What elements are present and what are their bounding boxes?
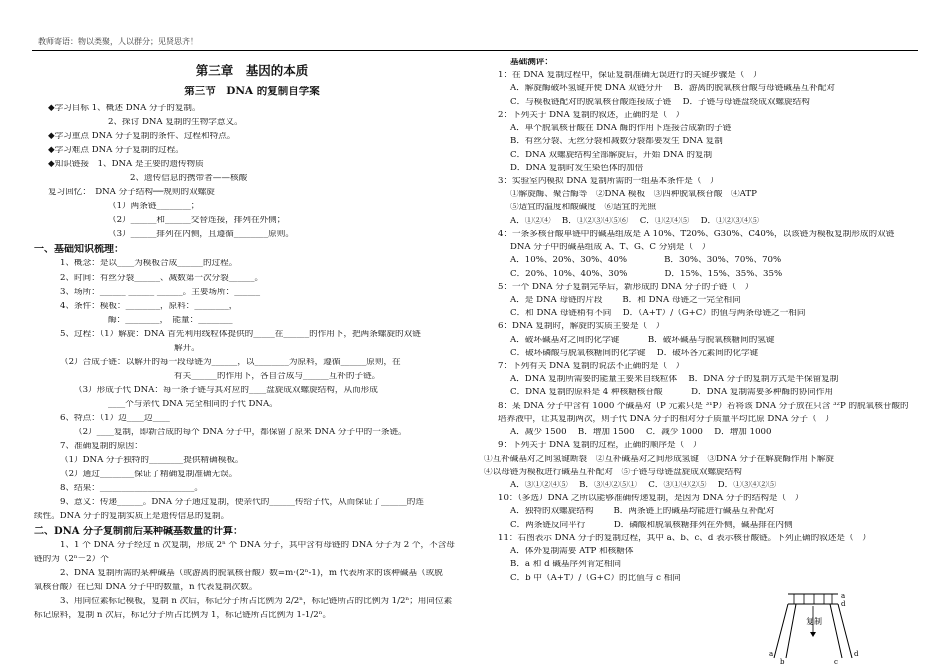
- right-line: 培养液中，让其复制两次，则子代 DNA 分子的相对分子质量平均比原 DNA 分子（ ）: [498, 414, 834, 424]
- left-line: ◆学习重点 DNA 分子复制的条件、过程和特点。: [48, 131, 236, 141]
- left-line: 2、遗传信息的携带者——核酸: [130, 173, 248, 183]
- diagram-label: 复制: [806, 617, 822, 626]
- left-line: （3）形成子代 DNA：每一条子链与其对应的____盘旋成双螺旋结构，从而形成: [74, 385, 378, 395]
- left-line: 7、准确复制的原因：: [60, 441, 143, 451]
- left-line: ◆知识链接 1、DNA 是主要的遗传物质: [48, 159, 204, 169]
- left-line: 5、过程：（1）解旋：DNA 首先利用线粒体提供的_____在______的作用下，把两条螺旋的双链: [60, 329, 421, 339]
- left-line: 1、1 个 DNA 分子经过 n 次复制，形成 2ⁿ 个 DNA 分子，其中含有母链的 DNA 分子为 2 个，不含母: [60, 541, 455, 551]
- left-line: 酶：________， 能量：________: [108, 315, 233, 325]
- left-line: 4、条件：模板：________，原料：________，: [60, 301, 238, 311]
- left-line: 标记原料，复制 n 次后，标记分子所占比例为 1，标记链所占比例为 1-1/2ⁿ。: [34, 611, 332, 621]
- left-line: 2、探讨 DNA 复制的生物学意义。: [108, 117, 243, 127]
- header-divider: [32, 50, 918, 51]
- left-line: 1、概念：是以____为模板合成______的过程。: [60, 259, 238, 269]
- right-line: C．与模板链配对的脱氧核苷酸连接成子链 D．子链与母链盘绕成双螺旋结构: [510, 97, 810, 107]
- right-line: C．DNA 复制的原料是 4 种核糖核苷酸 D．DNA 复制需要多种酶的协同作用: [510, 388, 834, 398]
- right-line: DNA 分子中的碱基组成 A、T、G、C 分别是（ ）: [510, 243, 711, 253]
- left-line: （2）合成子链：以解开的每一段母链为______，以________为原料，遵循______原则，在: [60, 357, 401, 367]
- right-line: 6：DNA 复制时，解旋的实质主要是（ ）: [498, 322, 665, 332]
- left-line: 第三章 基因的本质: [195, 64, 309, 78]
- left-line: （2）____复制，即新合成的每个 DNA 分子中，都保留了原来 DNA 分子中的一条链。: [74, 427, 407, 437]
- left-line: 续性。DNA 分子的复制实质上是遗传信息的复制。: [34, 511, 230, 521]
- right-line: A．解旋酶破坏氢键并使 DNA 双链分开 B．游离的脱氧核苷酸与母链碱基互补配对: [510, 84, 835, 94]
- right-line: A．10%、20%、30%、40% B．30%、30%、70%、70%: [510, 256, 782, 266]
- right-line: A．减少 1500 B．增加 1500 C．减少 1000 D．增加 1000: [510, 428, 772, 438]
- left-line: 3、场所：______ ______ ______。主要场所：______: [60, 287, 260, 297]
- left-line: 复习回忆： DNA 分子结构──规则的双螺旋: [48, 187, 215, 197]
- left-line: 链的为（2ⁿ－2）个: [34, 555, 109, 565]
- left-line: 氧核苷酸）在已知 DNA 分子中的数量，n 代表复制次数。: [34, 583, 258, 593]
- right-line: B．有丝分裂、无丝分裂和减数分裂都要发生 DNA 复制: [510, 137, 723, 147]
- right-line: 7：下列有关 DNA 复制的说法不正确的是（ ）: [498, 362, 685, 372]
- left-line: 8、结果：______________________。: [60, 483, 203, 493]
- right-line: ①解旋酶、聚合酶等 ②DNA 模板 ③四种脱氧核苷酸 ④ATP: [510, 190, 757, 200]
- right-line: 9：下列关于 DNA 复制的过程，正确的顺序是（ ）: [498, 441, 702, 451]
- right-line: A．体外复制需要 ATP 和核糖体: [510, 547, 634, 557]
- right-line: C．两条链反向平行 D．磷酸和脱氧核糖排列在外侧，碱基排在内侧: [510, 520, 793, 530]
- header-motto: 教师寄语：物以类聚，人以群分；见贤思齐！: [38, 37, 198, 46]
- right-line: A．是 DNA 母链的片段 B．和 DNA 母链之一完全相同: [510, 295, 741, 305]
- right-line: A．①②④ B．①②③④⑤⑥ C．①②④⑤ D．①②③④⑤: [510, 216, 760, 226]
- diagram-label-d2: d: [854, 650, 859, 658]
- right-line: C．破坏磷酸与脱氧核糖间的化学键 D．破坏各元素间的化学键: [510, 348, 759, 358]
- left-column: [34, 58, 470, 625]
- left-line: 6、特点：（1）边____边____: [60, 413, 170, 423]
- right-line: C．和 DNA 母链稍有不同 D．（A+T）/（G+C）的值与两条母链之一相同: [510, 309, 806, 319]
- right-line: 3：实验室内模拟 DNA 复制所需的一组基本条件是（ ）: [498, 176, 719, 186]
- left-line: （2）______和______交替连接，排列在外侧；: [108, 215, 286, 225]
- right-line: 2：下列关于 DNA 复制的叙述，正确的是（ ）: [498, 110, 685, 120]
- left-line: （2）通过________保证了精确复制准确无误。: [60, 469, 238, 479]
- right-line: 4：一条多核苷酸单链中的碱基组成是 A 10%、T20%、G30%、C40%，以该链为模板复制形成的双链: [498, 229, 895, 239]
- diagram-label-c: c: [834, 658, 838, 666]
- right-line: ⑤适宜的温度和酸碱度 ⑥适宜的光照: [510, 203, 657, 213]
- right-line: 10：（多选）DNA 之所以能够准确传递复制，是因为 DNA 分子的结构是（ ）: [498, 494, 804, 504]
- right-line: ①互补碱基对之间氢键断裂 ②互补碱基对之间形成氢键 ③DNA 分子在解旋酶作用下解旋: [484, 454, 834, 464]
- left-line: ____个与亲代 DNA 完全相同的子代 DNA。: [108, 399, 278, 409]
- diagram-label-a2: a: [769, 650, 774, 658]
- right-line: C．20%、10%、40%、30% D．15%、15%、35%、35%: [510, 269, 783, 279]
- dna-replication-diagram: [766, 590, 866, 666]
- left-line: 有关______的作用下，各自合成与______互补的子链。: [174, 371, 381, 381]
- left-line: （1）两条链________；: [108, 201, 200, 211]
- right-column: [484, 58, 920, 587]
- right-line: 8：某 DNA 分子中含有 1000 个碱基对（P 元素只是 ³¹P）若将该 DNA 分子放在只含 ³²P 的脱氧核苷酸的: [498, 401, 909, 411]
- right-line: B．a 和 d 碱基序列肯定相同: [510, 560, 622, 570]
- right-line: A．③①②④⑤ B．③④②⑤① C．③①④②⑤ D．①③④②⑤: [510, 481, 777, 490]
- right-line: A．DNA 复制所需要的能量主要来自线粒体 B．DNA 分子的复制方式是半保留复制: [510, 375, 839, 385]
- left-line: ◆学习难点 DNA 分子复制的过程。: [48, 145, 184, 155]
- right-line: C．DNA 双螺旋结构全部解旋后，开始 DNA 的复制: [510, 150, 713, 160]
- right-line: D．DNA 复制时发生染色体的加倍: [510, 163, 644, 173]
- right-line: C．b 中（A+T）/（G+C）的比值与 c 相同: [510, 573, 681, 583]
- right-line: ④以母链为模板进行碱基互补配对 ⑤子链与母链盘旋成双螺旋结构: [484, 467, 742, 477]
- right-line: 11：右图表示 DNA 分子的复制过程，其中 a、b、c、d 表示核苷酸链。下列正确的叙述是（ ）: [498, 533, 871, 543]
- right-line: A．单个脱氧核苷酸在 DNA 酶的作用下连接合成新的子链: [510, 124, 732, 134]
- left-line: ◆学习目标 1、概述 DNA 分子的复制。: [48, 103, 201, 113]
- left-line: 9、意义：传递______。DNA 分子通过复制，使亲代的______传给子代，从而保证了______的连: [60, 497, 424, 507]
- left-line: 2、时间：有丝分裂______、减数第一次分裂______。: [60, 273, 264, 283]
- right-line: 5：一个 DNA 分子复制完毕后，新形成的 DNA 分子的子链（ ）: [498, 282, 754, 292]
- left-line: 解开。: [174, 343, 200, 353]
- left-line: 一、基础知识梳理：: [34, 243, 124, 255]
- diagram-label-b: b: [780, 658, 785, 666]
- left-line: （1）DNA 分子独特的________提供精确模板。: [60, 455, 244, 465]
- right-line: 基础测评：: [510, 58, 553, 67]
- diagram-label-a: a: [841, 592, 846, 600]
- right-line: A．破坏碱基对之间的化学键 B．破坏碱基与脱氧核糖间的氢键: [510, 335, 775, 345]
- left-line: 2、DNA 复制所需的某种碱基（或游离的脱氧核苷酸）数=m·(2ⁿ-1)，m 代表所求的该种碱基（或脱: [60, 569, 443, 579]
- right-line: A．独特的双螺旋结构 B．两条链上的碱基均能进行碱基互补配对: [510, 507, 775, 517]
- right-line: 1：在 DNA 复制过程中，保证复制准确无误进行的关键步骤是（ ）: [498, 71, 762, 81]
- left-line: 二、DNA 分子复制前后某种碱基数量的计算：: [34, 525, 244, 537]
- left-line: 第三节 DNA 的复制自学案: [184, 86, 320, 97]
- left-line: （3）______排列在内侧，且遵循________原则。: [108, 229, 294, 239]
- diagram-label-d: d: [841, 600, 846, 608]
- left-line: 3、用同位素标记模板，复制 n 次后，标记分子所占比例为 2/2ⁿ，标记链所占的比例为 1/2ⁿ；用同位素: [60, 597, 453, 607]
